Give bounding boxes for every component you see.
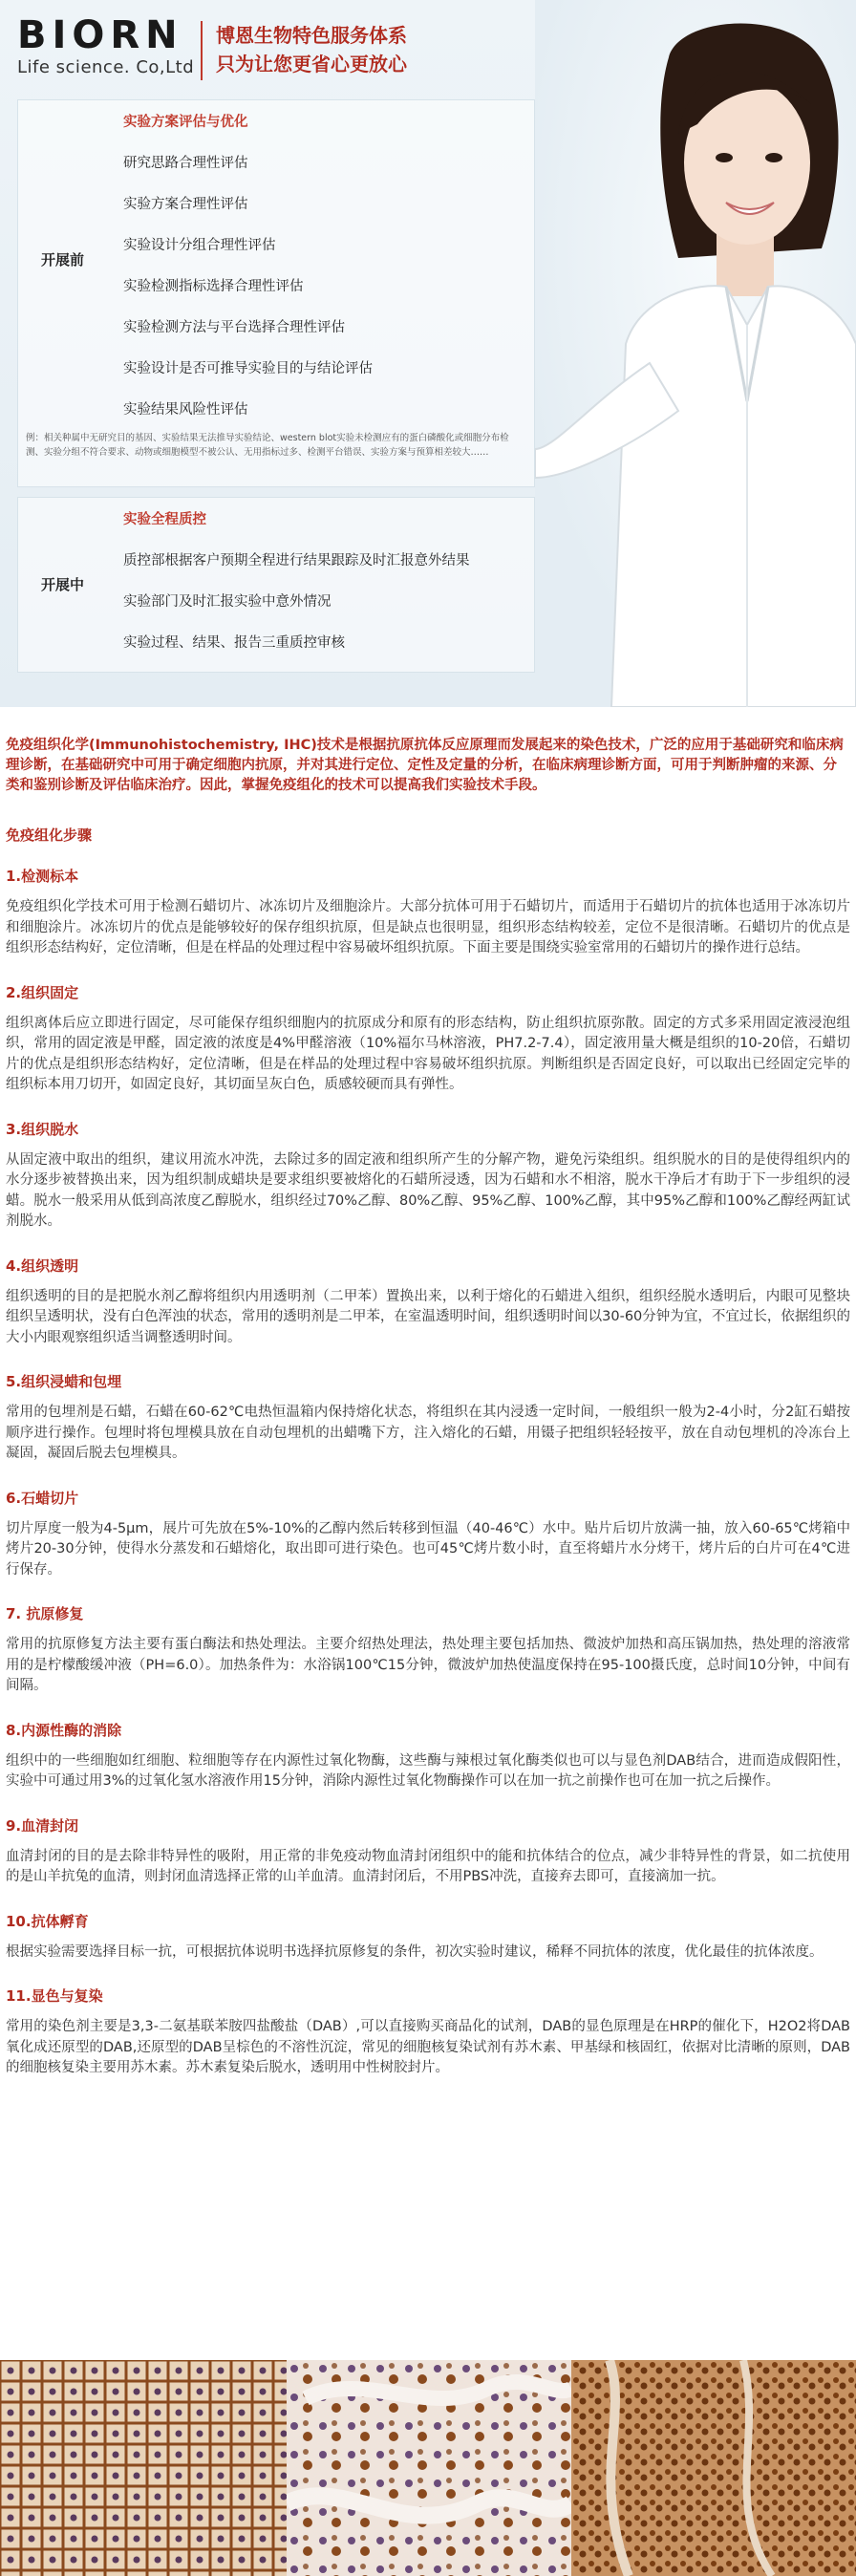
steps-title: 免疫组化步骤 <box>6 826 93 844</box>
during-stage-panel <box>17 497 535 673</box>
example-note: 例：相关种属中无研究目的基因、实验结果无法推导实验结论、western blot实验未检测应有的蛋白磷酸化或细胞分布检测、实验分组不符合要求、动物或细胞模型不被公认、无用指标过多、检测平台错误、实验方案与预算相差较大…… <box>26 433 509 458</box>
slogan-line-2: 只为让您更省心更放心 <box>216 53 407 75</box>
intro-paragraph: 免疫组织化学(Immunohistochemistry, IHC)技术是根据抗原抗体反应原理而发展起来的染色技术，广泛的应用于基础研究和临床病理诊断，在基础研究中可用于确定细胞内抗原，并对其进行定位、定性及定量的分析，在临床病理诊断方面，可用于判断肿瘤的来源、分类和鉴别诊断及评估临床治疗。因此，掌握免疫组化的技术可以提高我们实验技术手段。 <box>6 738 844 793</box>
section-title: 5.组织浸蜡和包埋 <box>6 1373 122 1390</box>
presenter-illustration <box>535 0 856 707</box>
section-body: 从固定液中取出的组织，建议用流水冲洗，去除过多的固定液和组织所产生的分解产物，避免污染组织。组织脱水的目的是使得组织内的水分逐步被替换出来，因为组织制成蜡块是要求组织要被熔化的石蜡所浸透，因为石蜡和水不相溶，脱水干净后才有助于下一步组织的浸蜡。脱水一般采用从低到高浓度乙醇脱水，组织经过70%乙醇、80%乙醇、95%乙醇、100%乙醇，其中95%乙醇和100%乙醇经两缸试剂脱水。 <box>6 1151 850 1229</box>
section-body: 免疫组织化学技术可用于检测石蜡切片、冰冻切片及细胞涂片。大部分抗体可用于石蜡切片，而适用于石蜡切片的抗体也适用于冰冻切片和细胞涂片。冰冻切片的优点是能够较好的保存组织抗原，但是缺点也很明显，组织形态结构较差，定位不是很清晰。石蜡切片的优点是组织形态结构好，定位清晰，但是在样品的处理过程中容易破坏组织抗原。下面主要是围绕实验室常用的石蜡切片的操作进行总结。 <box>6 899 850 955</box>
section <box>6 866 850 959</box>
logo-divider <box>201 21 203 80</box>
section <box>6 1603 850 1697</box>
ihc-photo-1 <box>0 2360 287 2576</box>
section <box>6 1911 850 1964</box>
during-item: 实验部门及时汇报实验中意外情况 <box>123 594 332 610</box>
section-title: 2.组织固定 <box>6 983 79 1001</box>
service-banner <box>0 0 856 707</box>
section <box>6 1256 850 1349</box>
section-body: 组织透明的目的是把脱水剂乙醇将组织内用透明剂（二甲苯）置换出来，以利于熔化的石蜡进入组织，组织经脱水透明后，内眼可见整块组织呈透明状，没有白色浑浊的状态，常用的透明剂是二甲苯，在室温透明时间，组织透明时间以30-60分钟为宜，不宜过长，依据组织的大小内眼观察组织适当调整透明时间。 <box>6 1288 850 1345</box>
section-title: 4.组织透明 <box>6 1256 79 1275</box>
section-body: 血清封闭的目的是去除非特异性的吸附，用正常的非免疫动物血清封闭组织中的能和抗体结合的位点，减少非特异性的背景，如二抗使用的是山羊抗兔的血清，则封闭血清选择正常的山羊血清。血清封闭后，不用PBS冲洗，直接弃去即可，直接滴加一抗。 <box>6 1848 850 1884</box>
during-item-list <box>123 500 470 664</box>
before-item-list <box>123 102 373 431</box>
during-item: 实验过程、结果、报告三重质控审核 <box>123 635 345 651</box>
section <box>6 1720 850 1792</box>
section <box>6 1488 850 1581</box>
section <box>6 1119 850 1233</box>
section-body: 常用的抗原修复方法主要有蛋白酶法和热处理法。主要介绍热处理法，热处理主要包括加热、微波炉加热和高压锅加热，热处理的溶液常用的是柠檬酸缓冲液（PH=6.0）。加热条件为：水浴锅100℃15分钟，微波炉加热使温度保持在95-100摄氏度，总时间10分钟，中间有间隔。 <box>6 1637 850 1693</box>
section-body: 组织离体后应立即进行固定，尽可能保存组织细胞内的抗原成分和原有的形态结构，防止组织抗原弥散。固定的方式多采用固定液浸泡组织，常用的固定液是甲醛，固定液的浓度是4%甲醛溶液（10%福尔马林溶液，PH7.2-7.4），固定液用量大概是组织的10-20倍，石蜡切片的优点是组织形态结构好，定位清晰，但是在样品的处理过程中容易破坏组织抗原。判断组织是否固定良好，可以取出已经固定完毕的组织标本用刀切开，如固定良好，其切面呈灰白色，质感较硬而具有弹性。 <box>6 1015 850 1092</box>
section-body: 常用的包埋剂是石蜡，石蜡在60-62℃电热恒温箱内保持熔化状态，将组织在其内浸透一定时间，一般组织一般为2-4小时，分2缸石蜡按顺序进行操作。包埋时将包埋模具放在自动包埋机的出蜡嘴下方，注入熔化的石蜡，用镊子把组织轻轻按平，放在自动包埋机的冷冻台上凝固，凝固后脱去包埋模具。 <box>6 1405 850 1461</box>
before-item: 实验设计分组合理性评估 <box>123 238 276 253</box>
before-heading: 实验方案评估与优化 <box>123 115 248 130</box>
section-body: 根据实验需要选择目标一抗，可根据抗体说明书选择抗原修复的条件，初次实验时建议，稀释不同抗体的浓度，优化最佳的抗体浓度。 <box>6 1943 824 1960</box>
logo-wordmark: BIORN <box>17 13 183 57</box>
before-item: 实验结果风险性评估 <box>123 402 248 418</box>
section-title: 1.检测标本 <box>6 868 79 885</box>
section-body: 切片厚度一般为4-5μm，展片可先放在5%-10%的乙醇内然后转移到恒温（40-46℃）水中。贴片后切片放满一抽，放入60-65℃烤箱中烤片20-30分钟，使得水分蒸发和石蜡熔化，取出即可进行染色。也可45℃烤片数小时，直至将蜡片水分烤干，烤片后的白片可在4℃进行保存。 <box>6 1520 850 1578</box>
section-title: 3.组织脱水 <box>6 1120 79 1138</box>
section-title: 6.石蜡切片 <box>6 1489 79 1507</box>
before-item: 实验检测指标选择合理性评估 <box>123 279 304 294</box>
ihc-photo-3 <box>571 2360 856 2576</box>
section-title: 7. 抗原修复 <box>6 1605 84 1622</box>
section <box>6 1815 850 1888</box>
slogan-line-1: 博恩生物特色服务体系 <box>216 24 407 47</box>
before-item: 研究思路合理性评估 <box>123 156 248 171</box>
section <box>6 1986 850 2079</box>
before-stage-panel <box>17 99 535 487</box>
slogan <box>216 21 407 78</box>
during-heading: 实验全程质控 <box>123 512 206 527</box>
before-item: 实验设计是否可推导实验目的与结论评估 <box>123 361 373 376</box>
ihc-photo-2 <box>287 2360 571 2576</box>
logo-subtitle: Life science. Co,Ltd <box>17 57 195 77</box>
section-title: 8.内源性酶的消除 <box>6 1721 122 1739</box>
section <box>6 1371 850 1465</box>
before-item: 实验方案合理性评估 <box>123 197 248 212</box>
company-logo <box>17 15 194 77</box>
section-title: 9.血清封闭 <box>6 1816 79 1835</box>
stage-label-during: 开展中 <box>41 576 85 593</box>
ihc-stain-photos <box>0 2360 856 2576</box>
section-title: 11.显色与复染 <box>6 1987 103 2005</box>
stage-label-before: 开展前 <box>41 251 85 268</box>
article <box>0 736 856 2102</box>
section-body: 组织中的一些细胞如红细胞、粒细胞等存在内源性过氧化物酶，这些酶与辣根过氧化酶类似也可以与显色剂DAB结合，进而造成假阳性，实验中可通过用3%的过氧化氢水溶液作用15分钟，消除内源性过氧化物酶操作可以在加一抗之前操作也可在加一抗之后操作。 <box>6 1752 850 1789</box>
section-title: 10.抗体孵育 <box>6 1912 89 1930</box>
during-item: 质控部根据客户预期全程进行结果跟踪及时汇报意外结果 <box>123 553 470 569</box>
before-item: 实验检测方法与平台选择合理性评估 <box>123 320 345 335</box>
section <box>6 982 850 1096</box>
section-body: 常用的染色剂主要是3,3-二氨基联苯胺四盐酸盐（DAB）,可以直接购买商品化的试剂，DAB的显色原理是在HRP的催化下，H2O2将DAB氧化成还原型的DAB,还原型的DAB呈棕色的不溶性沉淀，常见的细胞核复染试剂有苏木素、甲基绿和核固红，依据对比清晰的原则，DAB的细胞核复染主要用苏木素。苏木素复染后脱水，透明用中性树胶封片。 <box>6 2019 850 2075</box>
